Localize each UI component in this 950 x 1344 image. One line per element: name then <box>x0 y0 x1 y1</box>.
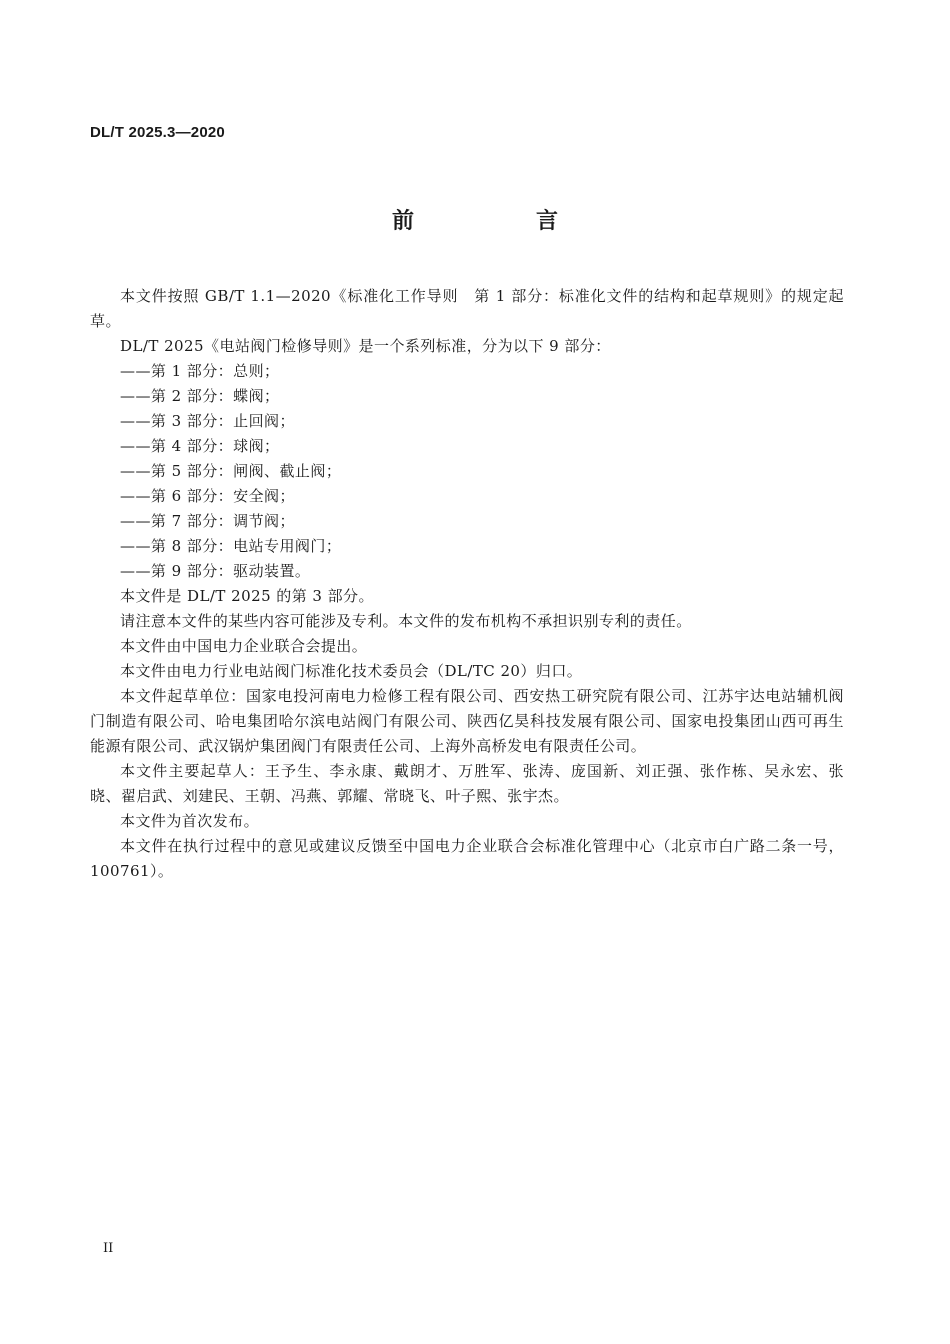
standard-code: DL/T 2025.3—2020 <box>90 124 225 141</box>
list-item: ——第 6 部分：安全阀； <box>120 487 295 505</box>
list-item: ——第 4 部分：球阀； <box>120 437 280 455</box>
foreword-body <box>90 284 844 884</box>
page-title: 前 言 <box>391 209 608 234</box>
list-item: ——第 9 部分：驱动装置。 <box>120 562 311 580</box>
paragraph-drafting-units: 本文件起草单位：国家电投河南电力检修工程有限公司、西安热工研究院有限公司、江苏宇达电站辅机阀门制造有限公司、哈电集团哈尔滨电站阀门有限公司、陕西亿昊科技发展有限公司、国家电投集团山西可再生能源有限公司、武汉锅炉集团阀门有限责任公司、上海外高桥发电有限责任公司。 <box>90 687 844 755</box>
paragraph-proposer: 本文件由中国电力企业联合会提出。 <box>120 637 368 655</box>
paragraph-responsible-committee: 本文件由电力行业电站阀门标准化技术委员会（DL/TC 20）归口。 <box>120 662 583 680</box>
paragraph-drafters: 本文件主要起草人：王予生、李永康、戴朗才、万胜军、张涛、庞国新、刘正强、张作栋、吴永宏、张晓、翟启武、刘建民、王朝、冯燕、郭耀、常晓飞、叶子熙、张宇杰。 <box>90 762 844 805</box>
paragraph-patent-notice: 请注意本文件的某些内容可能涉及专利。本文件的发布机构不承担识别专利的责任。 <box>120 612 692 630</box>
paragraph-feedback: 本文件在执行过程中的意见或建议反馈至中国电力企业联合会标准化管理中心（北京市白广路二条一号，100761）。 <box>90 837 844 880</box>
paragraph-series-intro: DL/T 2025《电站阀门检修导则》是一个系列标准，分为以下 9 部分： <box>120 337 611 355</box>
list-item: ——第 8 部分：电站专用阀门； <box>120 537 342 555</box>
list-item: ——第 5 部分：闸阀、截止阀； <box>120 462 342 480</box>
paragraph-part-number: 本文件是 DL/T 2025 的第 3 部分。 <box>120 587 374 605</box>
paragraph-drafting-basis: 本文件按照 GB/T 1.1—2020《标准化工作导则 第 1 部分：标准化文件的结构和起草规则》的规定起草。 <box>90 287 844 330</box>
parts-list <box>90 359 844 584</box>
paragraph-first-release: 本文件为首次发布。 <box>120 812 260 830</box>
list-item: ——第 7 部分：调节阀； <box>120 512 295 530</box>
list-item: ——第 1 部分：总则； <box>120 362 280 380</box>
list-item: ——第 3 部分：止回阀； <box>120 412 295 430</box>
page-number: II <box>103 1241 114 1256</box>
list-item: ——第 2 部分：蝶阀； <box>120 387 280 405</box>
